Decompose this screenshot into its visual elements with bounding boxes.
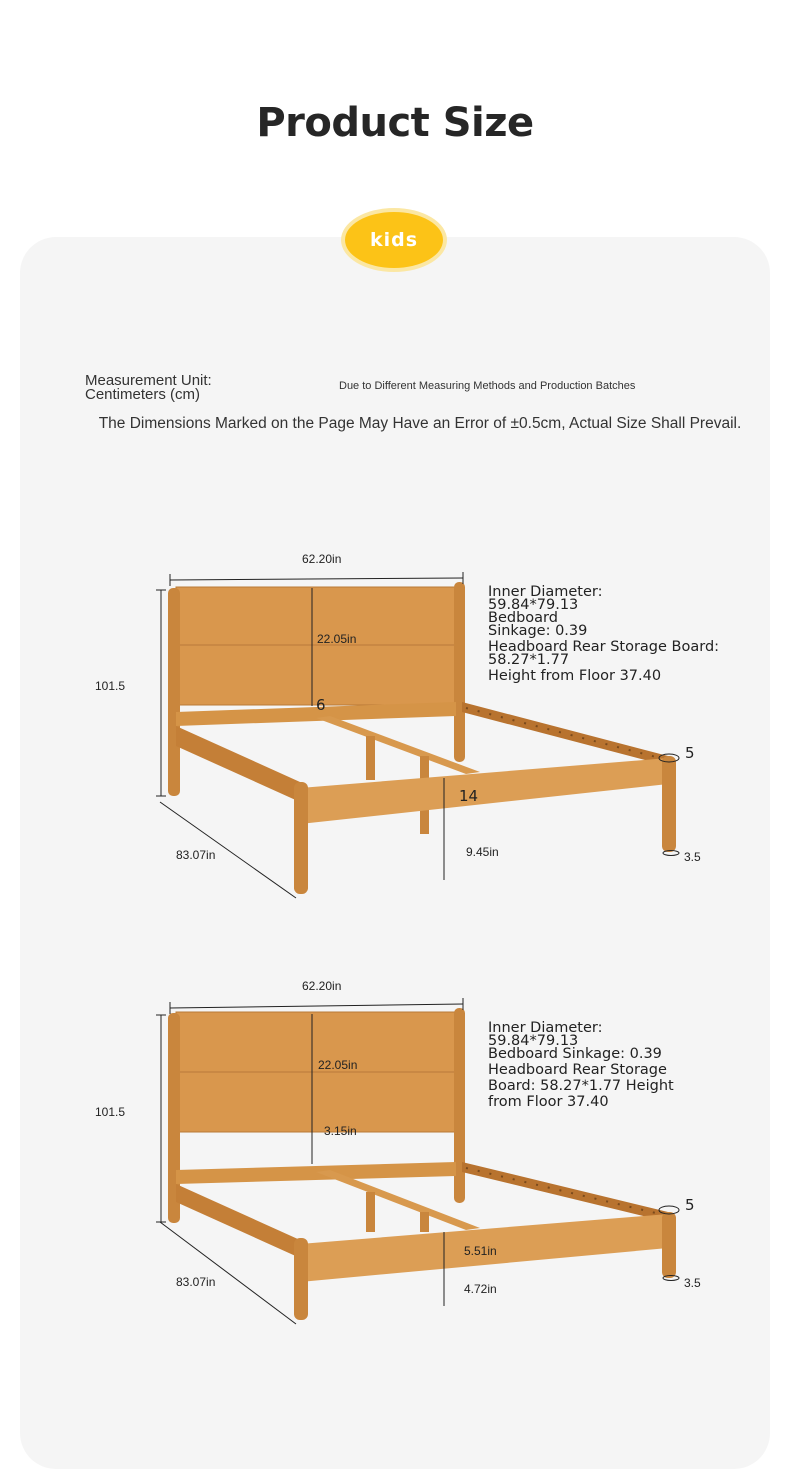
width-dimension: 62.20in <box>302 552 342 566</box>
spec-line: Board: 58.27*1.77 Height <box>488 1078 674 1094</box>
post-dimension: 5 <box>685 744 695 762</box>
kids-badge: kids <box>341 208 447 272</box>
page-title: Product Size <box>256 100 534 146</box>
spec-list-1 <box>488 586 788 683</box>
spec-list-2 <box>488 1022 688 1109</box>
rail-dimension: 5.51in <box>464 1244 497 1258</box>
length-dimension: 83.07in <box>176 848 216 862</box>
headboard-dimension: 22.05in <box>318 1058 358 1072</box>
spec-line: Height from Floor 37.40 <box>488 668 662 684</box>
spec-line: 59.84*79.13 <box>488 597 579 613</box>
measurement-note-small: Due to Different Measuring Methods and Production Batches <box>339 380 636 392</box>
foot-dimension: 3.5 <box>684 850 701 864</box>
spec-line: Bedboard <box>488 610 558 626</box>
spec-line: Inner Diameter: 59.84*79.13 <box>488 1020 603 1049</box>
gap-dimension: 3.15in <box>324 1124 357 1138</box>
spec-line: Sinkage: 0.39 <box>488 623 588 639</box>
spec-line: Bedboard Sinkage: 0.39 <box>488 1046 662 1062</box>
height-dimension: 101.5 <box>95 1105 126 1119</box>
spec-line: Inner Diameter: <box>488 584 603 600</box>
height-dimension: 101.5 <box>95 679 126 693</box>
foot-dimension: 3.5 <box>684 1276 701 1290</box>
spec-line: Headboard Rear Storage <box>488 1062 667 1078</box>
gap-dimension: 6 <box>316 696 326 714</box>
unit-value-line: Centimeters (cm) <box>85 386 201 403</box>
measurement-unit-label <box>85 374 285 402</box>
bed-diagram-1 <box>0 540 790 920</box>
leg-dimension: 9.45in <box>466 845 499 859</box>
width-dimension: 62.20in <box>302 979 342 993</box>
measurement-note-main: The Dimensions Marked on the Page May Have an Error of ±0.5cm, Actual Size Shall Prevail. <box>98 415 742 432</box>
spec-line: from Floor 37.40 <box>488 1094 609 1110</box>
headboard-dimension: 22.05in <box>317 632 357 646</box>
rail-dimension: 14 <box>459 787 479 805</box>
post-dimension: 5 <box>685 1196 695 1214</box>
spec-line: Headboard Rear Storage Board: 58.27*1.77 <box>488 639 720 668</box>
unit-label-line: Measurement Unit: <box>85 372 212 389</box>
length-dimension: 83.07in <box>176 1275 216 1289</box>
bed-diagram-2 <box>0 966 790 1346</box>
leg-dimension: 4.72in <box>464 1282 497 1296</box>
